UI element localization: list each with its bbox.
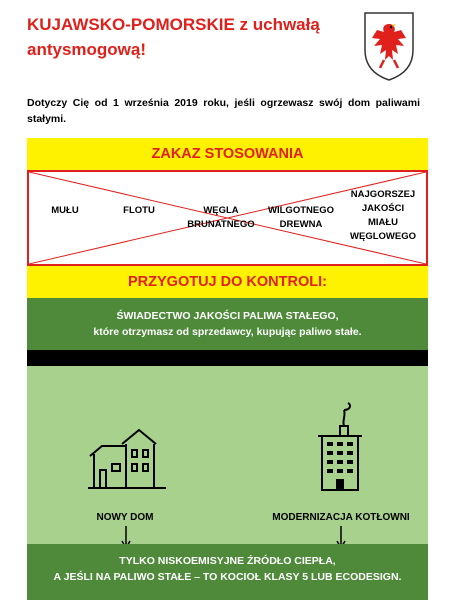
ban-item-wegiel-brunatny: WĘGLA BRUNATNEGO [187,205,255,230]
certificate-line-2: które otrzymasz od sprzedawcy, kupując paliwo stałe. [93,326,362,338]
ban-item-mul: MUŁU [51,205,79,216]
coat-of-arms-icon [362,10,416,82]
option-new-house: NOWY DOM [96,512,154,523]
divider-bar [27,350,428,366]
final-line-1: TYLKO NISKOEMISYJNE ŹRÓDŁO CIEPŁA, [119,555,336,567]
title-line-2: antysmogową! [27,40,147,59]
apartment-building-icon [314,402,368,492]
certificate-line-1: ŚWIADECTWO JAKOŚCI PALIWA STAŁEGO, [116,310,339,322]
final-line-2: A JEŚLI NA PALIWO STAŁE – TO KOCIOŁ KLASY 5 LUB ECODESIGN. [53,571,402,583]
option-boiler-modernization: MODERNIZACJA KOTŁOWNI [272,512,410,523]
certificate-band [27,298,428,350]
ban-item-mial-weglowy: NAJGORSZEJ JAKOŚCI MIAŁU WĘGLOWEGO [350,189,416,242]
final-requirement-band [27,544,428,600]
title-line-1: KUJAWSKO-POMORSKIE z uchwałą [27,15,320,34]
intro-text: Dotyczy Cię od 1 września 2019 roku, jeśli ogrzewasz swój dom paliwami stałymi. [27,97,420,125]
prepare-heading: PRZYGOTUJ DO KONTROLI: [27,266,428,298]
ban-item-flot: FLOTU [123,205,155,216]
ban-box [27,170,428,266]
page-title [27,12,347,62]
ban-heading: ZAKAZ STOSOWANIA [27,138,428,170]
ban-item-wilgotne-drewno: WILGOTNEGO DREWNA [268,205,334,230]
house-icon [88,420,168,490]
